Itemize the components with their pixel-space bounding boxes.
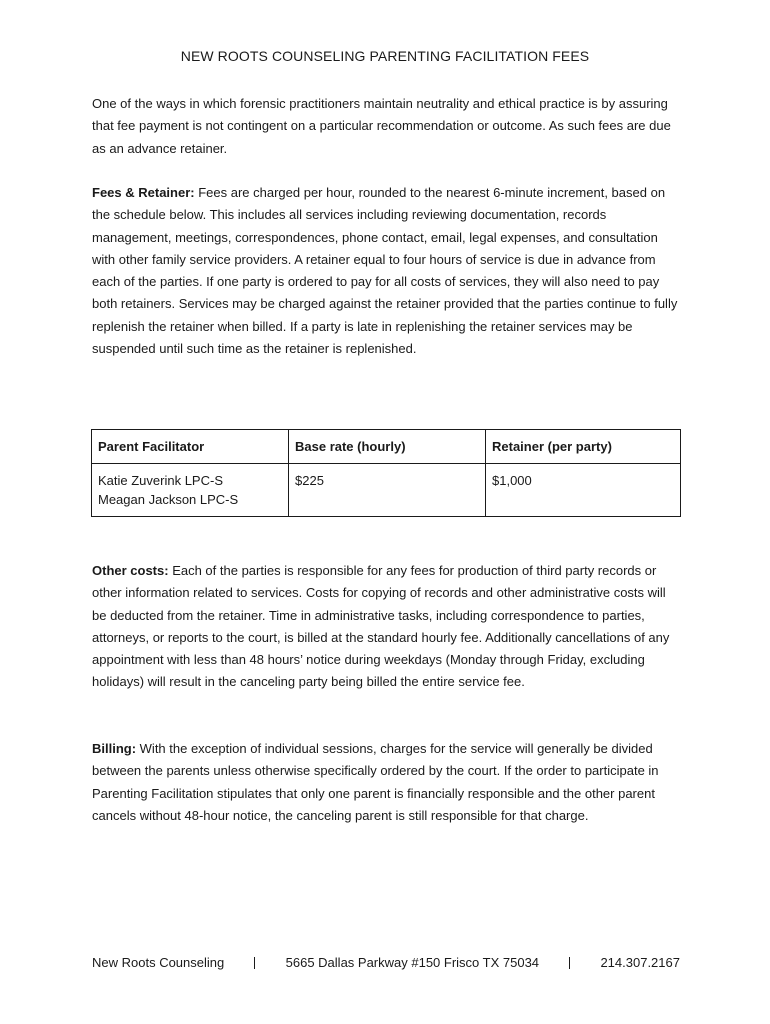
facilitator-name: Katie Zuverink LPC-S [98, 473, 223, 488]
footer-practice-name: New Roots Counseling [92, 955, 225, 970]
other-costs-heading: Other costs: [92, 563, 169, 578]
billing-body: With the exception of individual sessions, charges for the service will generally be divided between the parents unless otherwise specifically ordered by the court. If the order to participate in Parenting Facilitation stipulates that only one parent is financially responsible and the other parent cancels without 48-hour notice, the canceling parent is still responsible for that charge. [92, 741, 659, 823]
retainer-cell: $1,000 [486, 464, 681, 517]
base-rate-cell: $225 [289, 464, 486, 517]
other-costs-body: Each of the parties is responsible for any fees for production of third party records or other information related to services. Costs for copying of records and other administrative costs will be deducted from the retainer. Time in administrative tasks, including correspondence to parties, attorneys, or reports to the court, is billed at the standard hourly fee. Additionally cancellations of any appointment with less than 48 hours’ notice during weekdays (Monday through Friday, excluding holidays) will result in the canceling party being billed the entire service fee. [92, 563, 670, 690]
fee-table-header-row [92, 430, 681, 464]
footer-phone: 214.307.2167 [600, 955, 680, 970]
page-title: NEW ROOTS COUNSELING PARENTING FACILITATION FEES [180, 48, 590, 64]
billing-paragraph [92, 738, 682, 827]
fees-retainer-paragraph [92, 182, 682, 360]
billing-heading: Billing: [92, 741, 137, 756]
fees-retainer-heading: Fees & Retainer: [92, 185, 195, 200]
fees-retainer-body: Fees are charged per hour, rounded to the nearest 6-minute increment, based on the schedule below. This includes all services including reviewing documentation, records management, meetings, correspondences, phone contact, email, legal expenses, and consultation with other family service providers. A retainer equal to four hours of service is due in advance from each of the parties. If one party is ordered to pay for all costs of services, they will also need to pay both retainers. Services may be charged against the retainer provided that the parties continue to fully replenish the retainer when billed. If a party is late in replenishing the retainer services may be suspended until such time as the retainer is replenished. [92, 185, 678, 357]
intro-paragraph: One of the ways in which forensic practitioners maintain neutrality and ethical practice is by assuring that fee payment is not contingent on a particular recommendation or outcome. As such fees are due as an advance retainer. [92, 96, 671, 156]
fee-table [91, 429, 681, 517]
header-parent-facilitator: Parent Facilitator [92, 430, 289, 464]
header-retainer: Retainer (per party) [486, 430, 681, 464]
other-costs-paragraph [92, 560, 682, 694]
facilitator-name: Meagan Jackson LPC-S [98, 492, 239, 507]
footer-divider [569, 957, 570, 969]
facilitator-names-cell [92, 464, 289, 517]
footer-address: 5665 Dallas Parkway #150 Frisco TX 75034 [285, 955, 540, 970]
page-footer [92, 955, 680, 970]
table-row [92, 464, 681, 517]
footer-divider [254, 957, 255, 969]
header-base-rate: Base rate (hourly) [289, 430, 486, 464]
